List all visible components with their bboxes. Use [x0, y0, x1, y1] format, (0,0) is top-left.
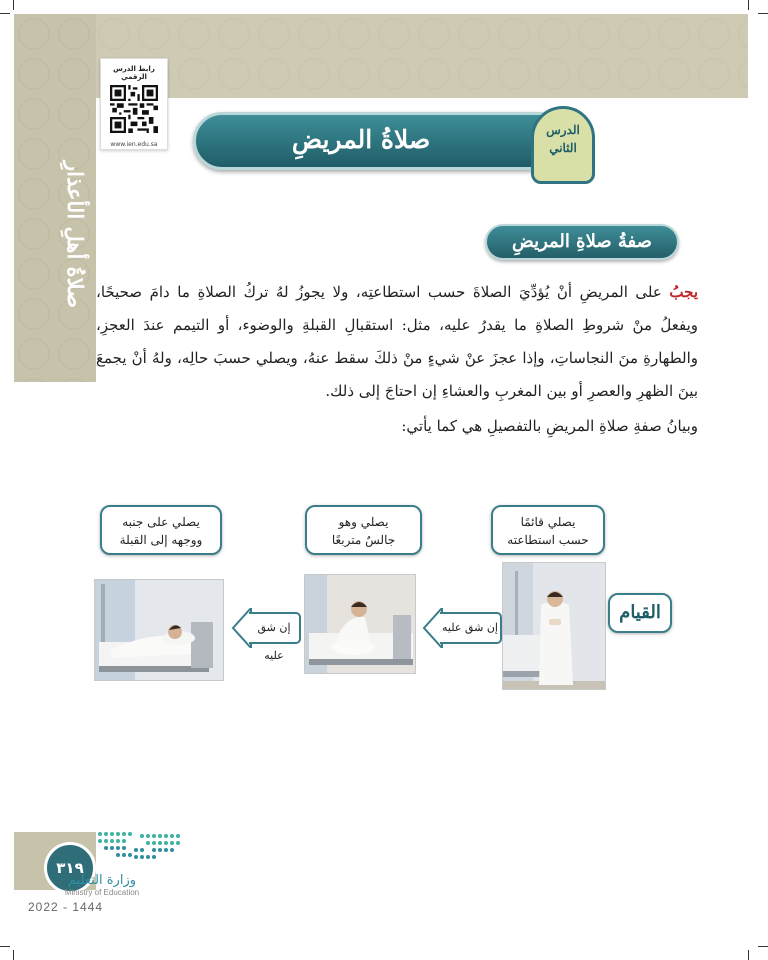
- paragraph-text: على المريضِ أنْ يُؤدِّيَ الصلاةَ حسب استطاعتِه، ولا يجوزُ لهُ تركُ الصلاةِ ما دامَ صحيحًا، ويفعلُ منْ شروطِ الصلاةِ ما يقدرُ عليه، مثل: استقبالِ القبلةِ والوضوء، أو التيمم عندَ العجزِ، والطهارةِ منَ النجاساتِ، وإذا عجزَ عنْ شيءٍ منْ ذلكَ سقط عنهُ، ويصلي حسبَ حالِه، ولهُ أنْ يجمعَ بينَ الظهرِ والعصرِ أو بين المغربِ والعشاءِ إن احتاجَ إلى ذلك.: [96, 283, 698, 400]
- photo-lying-prayer: [94, 579, 224, 681]
- lesson-number-badge: [531, 106, 595, 184]
- lesson-paragraph: [96, 276, 698, 408]
- page-number: ٣١٩: [44, 842, 96, 894]
- qr-label: رابط الدرس الرقمي: [113, 65, 155, 81]
- caption-standing-line2: حسب استطاعته: [507, 533, 589, 547]
- lesson-title: صلاةُ المريضِ: [291, 125, 431, 154]
- lesson-title-banner: [193, 112, 569, 170]
- caption-sitting-line1: يصلي وهو: [338, 515, 389, 529]
- caption-lying: [100, 505, 222, 555]
- arrow-if-difficult-2: [231, 612, 301, 662]
- photo-sitting-prayer: [304, 574, 416, 674]
- qr-link-box[interactable]: [100, 58, 168, 150]
- ministry-name-ar: وزارة التعليم: [67, 873, 137, 888]
- edition-year: 2022 - 1444: [28, 900, 104, 914]
- arrow-label-2: إن شق عليه: [249, 612, 301, 644]
- caption-sitting: [305, 505, 422, 555]
- standing-label: القيام: [608, 593, 672, 633]
- qr-url[interactable]: www.ien.edu.sa: [110, 141, 158, 148]
- caption-standing-line1: يصلي قائمًا: [520, 515, 576, 529]
- intro-line: وبيانُ صفةِ صلاةِ المريضِ بالتفصيلِ هي كما يأتي:: [401, 417, 698, 435]
- lesson-badge-number: الثاني: [549, 141, 577, 155]
- caption-lying-line1: يصلي على جنبه: [122, 515, 200, 529]
- lesson-badge-label: الدرس: [546, 123, 580, 137]
- unit-side-tab: [14, 14, 96, 382]
- photo-standing-prayer: [502, 562, 606, 690]
- caption-standing: [491, 505, 605, 555]
- qr-code-icon[interactable]: [110, 85, 158, 133]
- keyword-highlight: يجبُ: [669, 283, 698, 301]
- arrow-if-difficult-1: [422, 612, 502, 644]
- caption-lying-line2: ووجهه إلى القبلة: [119, 533, 203, 547]
- arrow-label-1: إن شق عليه: [440, 612, 502, 644]
- ministry-name-en: Ministry of Education: [64, 888, 140, 897]
- ministry-logo-icon: [96, 828, 186, 872]
- unit-title: صلاةُ أهلِ الأعذارِ: [63, 160, 88, 308]
- section-heading: صفةُ صلاةِ المريضِ: [485, 224, 679, 260]
- caption-sitting-line2: جالسٌ متربعًا: [331, 533, 396, 547]
